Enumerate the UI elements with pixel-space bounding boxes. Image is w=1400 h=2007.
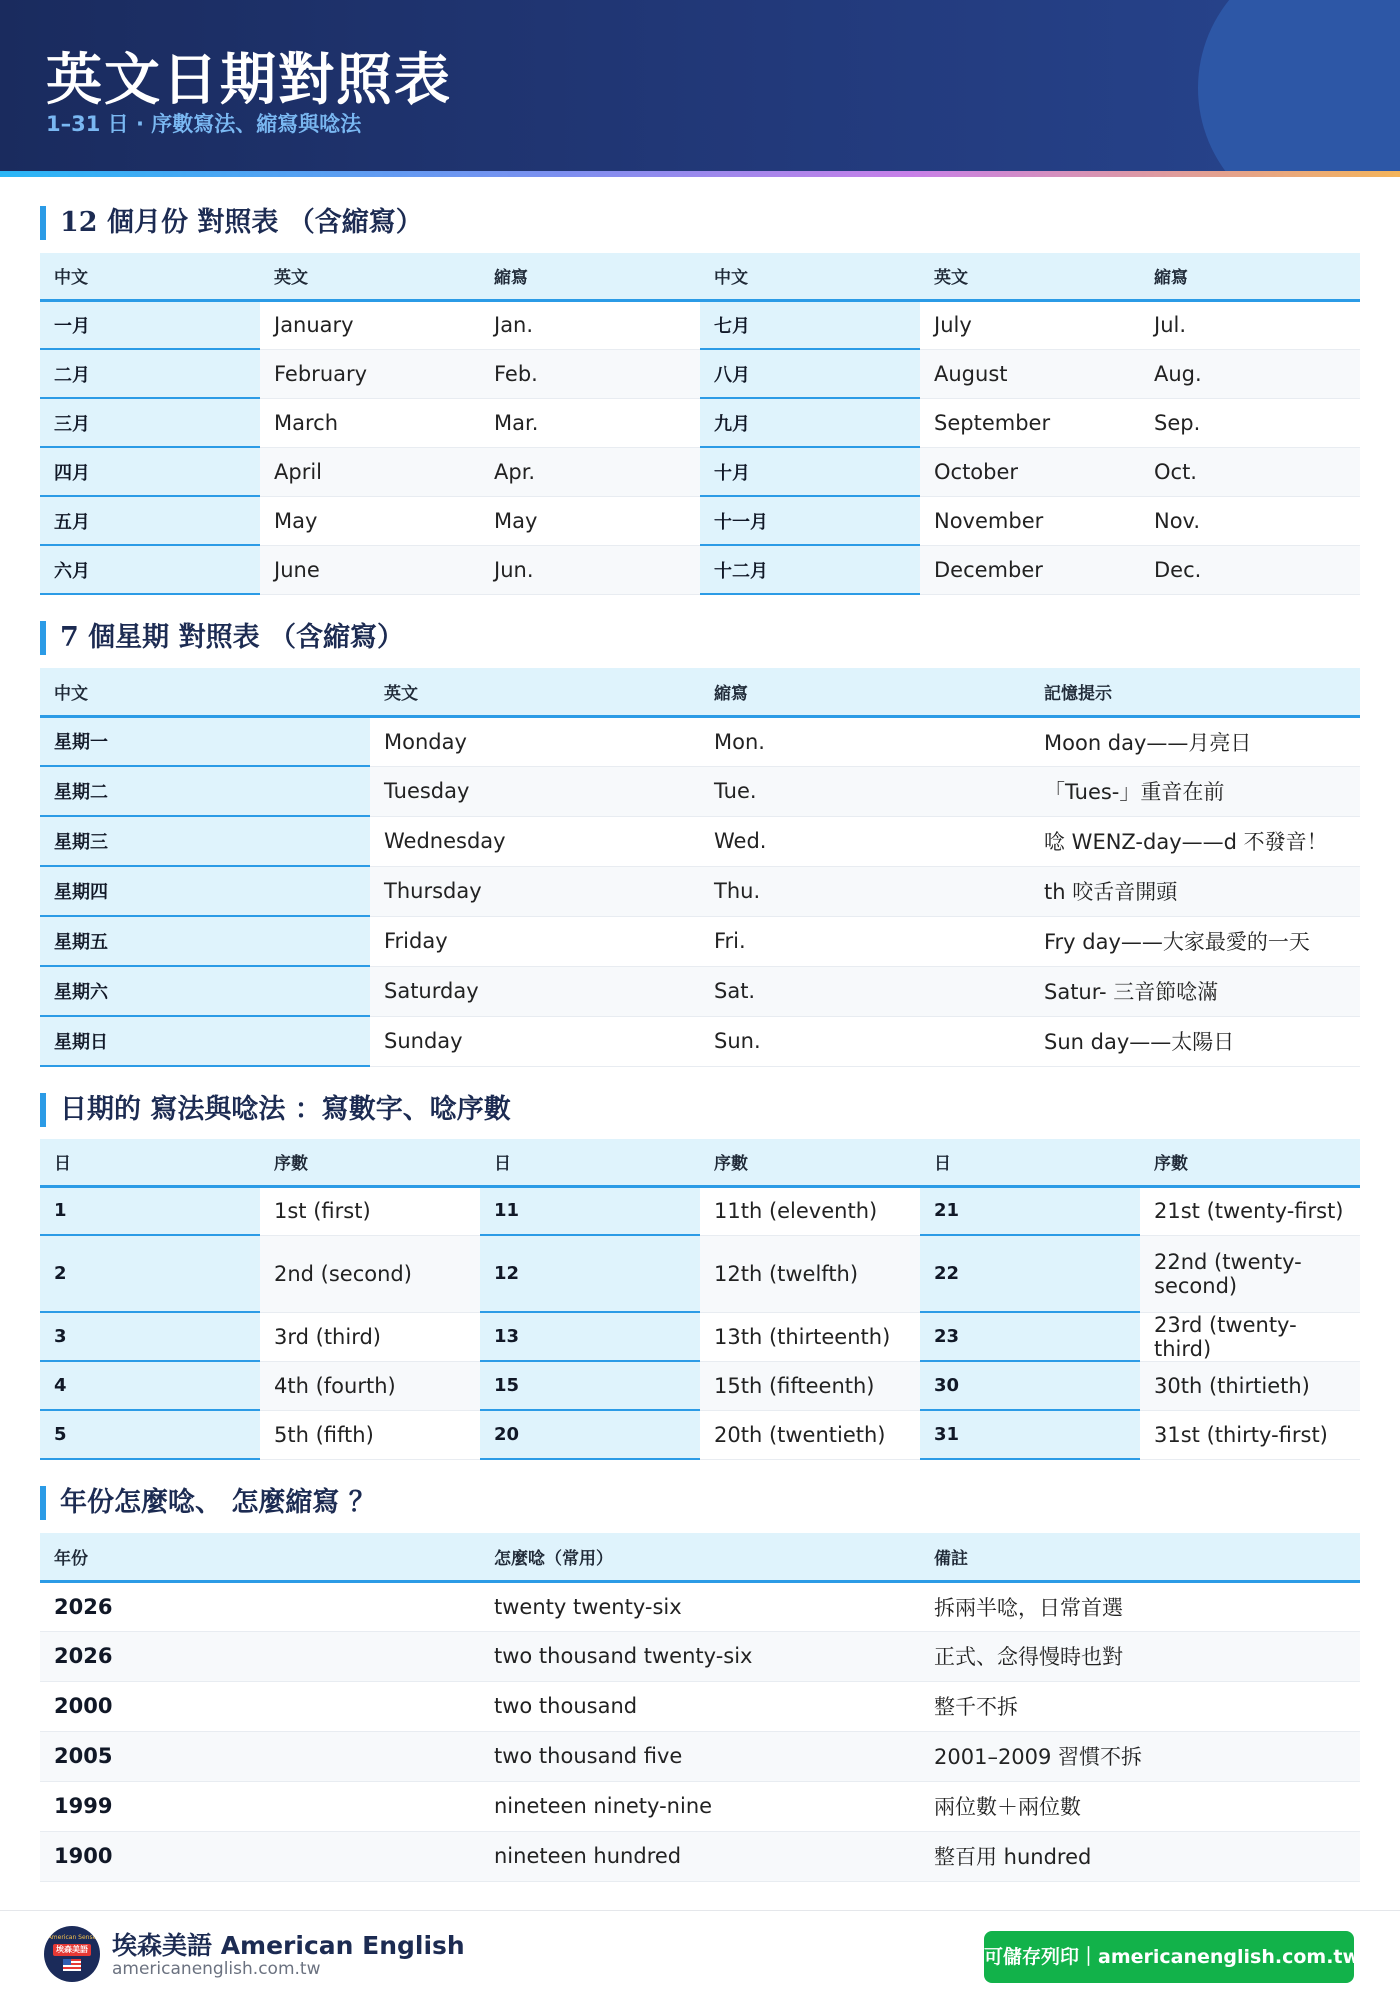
day-ordinal: 21st (twenty-first)	[1140, 1186, 1360, 1235]
col-header: 序數	[700, 1139, 920, 1186]
month-en: December	[920, 545, 1140, 594]
weekday-abbr: Wed.	[700, 816, 1030, 866]
col-header: 中文	[700, 253, 920, 300]
weekday-en: Saturday	[370, 966, 700, 1016]
col-header: 中文	[40, 668, 370, 716]
day-number: 3	[40, 1312, 260, 1361]
print-save-button[interactable]: 可儲存列印｜americanenglish.com.tw	[984, 1931, 1354, 1983]
footer-divider	[0, 1910, 1400, 1911]
col-header: 日	[40, 1139, 260, 1186]
weekday-abbr: Sun.	[700, 1016, 1030, 1066]
weekday-en: Wednesday	[370, 816, 700, 866]
day-number: 30	[920, 1361, 1140, 1410]
weekday-en: Friday	[370, 916, 700, 966]
brand-name: 埃森美語 American English	[112, 1931, 465, 1960]
day-ordinal: 1st (first)	[260, 1186, 480, 1235]
year-reading: two thousand	[480, 1681, 920, 1731]
day-ordinal: 20th (twentieth)	[700, 1410, 920, 1459]
years-heading: 年份怎麼唸、 怎麼縮寫 ？	[40, 1486, 376, 1520]
month-zh: 五月	[40, 496, 260, 545]
day-ordinal: 30th (thirtieth)	[1140, 1361, 1360, 1410]
month-en: April	[260, 447, 480, 496]
weekday-zh: 星期日	[40, 1016, 370, 1066]
day-ordinal: 22nd (twenty-second)	[1140, 1235, 1360, 1312]
month-en: May	[260, 496, 480, 545]
weekday-tip: th 咬舌音開頭	[1030, 866, 1360, 916]
weekday-zh: 星期五	[40, 916, 370, 966]
day-ordinal: 5th (fifth)	[260, 1410, 480, 1459]
day-number: 11	[480, 1186, 700, 1235]
table-row	[40, 1186, 1360, 1235]
col-header: 年份	[40, 1533, 480, 1581]
weekdays-heading: 7 個星期 對照表 （含縮寫）	[40, 621, 404, 655]
page-title: 英文日期對照表	[46, 47, 452, 113]
weekday-tip: Satur- 三音節唸滿	[1030, 966, 1360, 1016]
col-header: 日	[920, 1139, 1140, 1186]
year-note: 整百用 hundred	[920, 1831, 1360, 1881]
year-reading: twenty twenty-six	[480, 1581, 920, 1631]
col-header: 記憶提示	[1030, 668, 1360, 716]
month-en: February	[260, 349, 480, 398]
month-zh: 二月	[40, 349, 260, 398]
month-en: January	[260, 300, 480, 349]
dates-header-row	[40, 1139, 1360, 1186]
weekday-abbr: Thu.	[700, 866, 1030, 916]
table-row	[40, 349, 1360, 398]
table-row	[40, 447, 1360, 496]
table-row	[40, 1731, 1360, 1781]
month-abbr: Sep.	[1140, 398, 1360, 447]
day-number: 15	[480, 1361, 700, 1410]
weekday-en: Monday	[370, 716, 700, 766]
day-number: 21	[920, 1186, 1140, 1235]
col-header: 縮寫	[700, 668, 1030, 716]
months-table	[40, 253, 1360, 595]
years-header-row	[40, 1533, 1360, 1581]
year-value: 2026	[40, 1581, 480, 1631]
month-abbr: Oct.	[1140, 447, 1360, 496]
year-value: 2000	[40, 1681, 480, 1731]
day-ordinal: 12th (twelfth)	[700, 1235, 920, 1312]
month-abbr: Mar.	[480, 398, 700, 447]
day-ordinal: 3rd (third)	[260, 1312, 480, 1361]
page-header	[0, 0, 1400, 171]
weekday-abbr: Fri.	[700, 916, 1030, 966]
day-ordinal: 2nd (second)	[260, 1235, 480, 1312]
year-reading: two thousand five	[480, 1731, 920, 1781]
table-row	[40, 1361, 1360, 1410]
table-row	[40, 398, 1360, 447]
col-header: 英文	[370, 668, 700, 716]
months-heading: 12 個月份 對照表 （含縮寫）	[40, 206, 423, 240]
day-number: 12	[480, 1235, 700, 1312]
month-abbr: Jan.	[480, 300, 700, 349]
day-number: 23	[920, 1312, 1140, 1361]
table-row	[40, 916, 1360, 966]
day-number: 20	[480, 1410, 700, 1459]
day-ordinal: 31st (thirty-first)	[1140, 1410, 1360, 1459]
weekday-tip: Fry day——大家最愛的一天	[1030, 916, 1360, 966]
dates-table	[40, 1139, 1360, 1460]
weekday-tip: 「Tues-」重音在前	[1030, 766, 1360, 816]
col-header: 縮寫	[1140, 253, 1360, 300]
table-row	[40, 496, 1360, 545]
day-number: 4	[40, 1361, 260, 1410]
year-note: 拆兩半唸，日常首選	[920, 1581, 1360, 1631]
month-abbr: Jun.	[480, 545, 700, 594]
weekdays-table	[40, 668, 1360, 1067]
year-value: 2005	[40, 1731, 480, 1781]
month-zh: 十二月	[700, 545, 920, 594]
logo-badge: 埃森美語	[53, 1944, 91, 1956]
month-abbr: Aug.	[1140, 349, 1360, 398]
month-zh: 十一月	[700, 496, 920, 545]
day-number: 2	[40, 1235, 260, 1312]
day-ordinal: 23rd (twenty-third)	[1140, 1312, 1360, 1361]
weekday-en: Thursday	[370, 866, 700, 916]
year-reading: nineteen ninety-nine	[480, 1781, 920, 1831]
page-subtitle: 1–31 日 · 序數寫法、縮寫與唸法	[46, 112, 362, 136]
month-zh: 七月	[700, 300, 920, 349]
month-en: July	[920, 300, 1140, 349]
day-number: 5	[40, 1410, 260, 1459]
day-ordinal: 15th (fifteenth)	[700, 1361, 920, 1410]
weekday-en: Sunday	[370, 1016, 700, 1066]
month-abbr: Apr.	[480, 447, 700, 496]
table-row	[40, 966, 1360, 1016]
year-value: 1999	[40, 1781, 480, 1831]
month-zh: 一月	[40, 300, 260, 349]
brand-url[interactable]: americanenglish.com.tw	[112, 1959, 321, 1979]
table-row	[40, 1831, 1360, 1881]
table-row	[40, 1581, 1360, 1631]
col-header: 序數	[260, 1139, 480, 1186]
month-zh: 六月	[40, 545, 260, 594]
years-table	[40, 1533, 1360, 1882]
table-row	[40, 866, 1360, 916]
table-row	[40, 1312, 1360, 1361]
table-row	[40, 716, 1360, 766]
month-en: November	[920, 496, 1140, 545]
weekday-abbr: Mon.	[700, 716, 1030, 766]
table-row	[40, 545, 1360, 594]
col-header: 日	[480, 1139, 700, 1186]
col-header: 英文	[920, 253, 1140, 300]
year-note: 2001–2009 習慣不拆	[920, 1731, 1360, 1781]
brand-logo	[44, 1926, 100, 1982]
month-en: September	[920, 398, 1140, 447]
col-header: 縮寫	[480, 253, 700, 300]
table-row	[40, 1631, 1360, 1681]
month-zh: 八月	[700, 349, 920, 398]
day-number: 1	[40, 1186, 260, 1235]
month-abbr: Feb.	[480, 349, 700, 398]
month-zh: 三月	[40, 398, 260, 447]
us-flag-icon	[63, 1959, 81, 1971]
weekday-zh: 星期一	[40, 716, 370, 766]
table-row	[40, 766, 1360, 816]
day-number: 31	[920, 1410, 1140, 1459]
month-abbr: May	[480, 496, 700, 545]
day-ordinal: 11th (eleventh)	[700, 1186, 920, 1235]
month-en: October	[920, 447, 1140, 496]
table-row	[40, 300, 1360, 349]
month-zh: 十月	[700, 447, 920, 496]
weekday-tip: Sun day——太陽日	[1030, 1016, 1360, 1066]
dates-heading: 日期的 寫法與唸法 ：寫數字、唸序數	[40, 1093, 511, 1127]
table-row	[40, 1681, 1360, 1731]
year-value: 1900	[40, 1831, 480, 1881]
table-row	[40, 1410, 1360, 1459]
col-header: 英文	[260, 253, 480, 300]
col-header: 怎麼唸（常用）	[480, 1533, 920, 1581]
year-value: 2026	[40, 1631, 480, 1681]
table-row	[40, 816, 1360, 866]
table-row	[40, 1016, 1360, 1066]
header-gradient-bar	[0, 171, 1400, 177]
weekday-tip: Moon day——月亮日	[1030, 716, 1360, 766]
weekday-zh: 星期四	[40, 866, 370, 916]
col-header: 中文	[40, 253, 260, 300]
year-note: 整千不拆	[920, 1681, 1360, 1731]
logo-caption: American Sense	[47, 1934, 97, 1941]
col-header: 序數	[1140, 1139, 1360, 1186]
weekday-zh: 星期二	[40, 766, 370, 816]
col-header: 備註	[920, 1533, 1360, 1581]
weekday-zh: 星期三	[40, 816, 370, 866]
table-row	[40, 1235, 1360, 1312]
weekday-en: Tuesday	[370, 766, 700, 816]
month-abbr: Nov.	[1140, 496, 1360, 545]
month-abbr: Jul.	[1140, 300, 1360, 349]
weekday-abbr: Sat.	[700, 966, 1030, 1016]
month-en: March	[260, 398, 480, 447]
weekdays-header-row	[40, 668, 1360, 716]
year-reading: nineteen hundred	[480, 1831, 920, 1881]
weekday-zh: 星期六	[40, 966, 370, 1016]
day-ordinal: 4th (fourth)	[260, 1361, 480, 1410]
table-row	[40, 1781, 1360, 1831]
weekday-tip: 唸 WENZ-day——d 不發音！	[1030, 816, 1360, 866]
weekday-abbr: Tue.	[700, 766, 1030, 816]
day-number: 22	[920, 1235, 1140, 1312]
header-decoration-circle	[1198, 0, 1400, 171]
year-note: 正式、念得慢時也對	[920, 1631, 1360, 1681]
day-ordinal: 13th (thirteenth)	[700, 1312, 920, 1361]
year-reading: two thousand twenty-six	[480, 1631, 920, 1681]
month-en: June	[260, 545, 480, 594]
year-note: 兩位數＋兩位數	[920, 1781, 1360, 1831]
month-zh: 四月	[40, 447, 260, 496]
month-en: August	[920, 349, 1140, 398]
month-abbr: Dec.	[1140, 545, 1360, 594]
months-header-row	[40, 253, 1360, 300]
day-number: 13	[480, 1312, 700, 1361]
month-zh: 九月	[700, 398, 920, 447]
